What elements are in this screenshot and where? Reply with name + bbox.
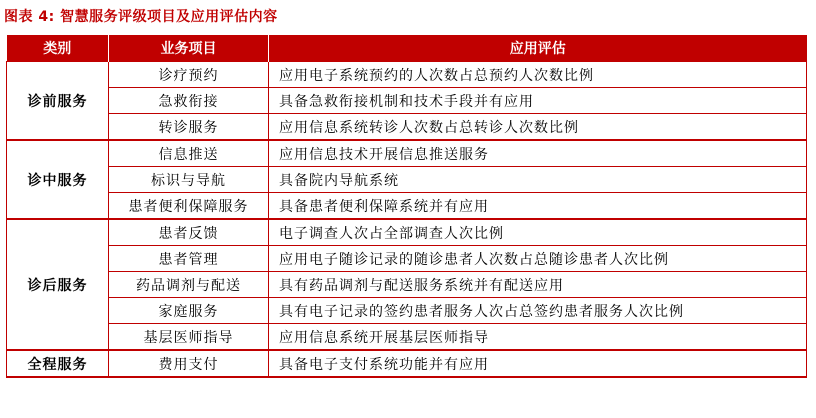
evaluation-cell: 具有药品调剂与配送服务系统并有配送应用 (269, 272, 807, 298)
item-cell: 患者管理 (109, 246, 269, 272)
table-row (7, 62, 807, 88)
service-rating-table (6, 35, 807, 378)
item-cell: 转诊服务 (109, 114, 269, 141)
table-row (7, 324, 807, 351)
item-cell: 信息推送 (109, 140, 269, 167)
category-cell: 诊前服务 (7, 62, 109, 141)
table-row (7, 114, 807, 141)
evaluation-cell: 电子调查人次占全部调查人次比例 (269, 219, 807, 246)
header-item: 业务项目 (109, 35, 269, 62)
table-row (7, 246, 807, 272)
evaluation-cell: 应用信息系统转诊人次数占总转诊人次数比例 (269, 114, 807, 141)
category-cell: 全程服务 (7, 350, 109, 377)
table-row (7, 350, 807, 377)
item-cell: 患者反馈 (109, 219, 269, 246)
evaluation-cell: 应用电子随诊记录的随诊患者人次数占总随诊患者人次比例 (269, 246, 807, 272)
item-cell: 标识与导航 (109, 167, 269, 193)
table-row (7, 298, 807, 324)
item-cell: 药品调剂与配送 (109, 272, 269, 298)
item-cell: 家庭服务 (109, 298, 269, 324)
item-cell: 基层医师指导 (109, 324, 269, 351)
header-category: 类别 (7, 35, 109, 62)
evaluation-cell: 应用信息系统开展基层医师指导 (269, 324, 807, 351)
header-row (7, 35, 807, 62)
evaluation-cell: 应用信息技术开展信息推送服务 (269, 140, 807, 167)
item-cell: 诊疗预约 (109, 62, 269, 88)
evaluation-cell: 应用电子系统预约的人次数占总预约人次数比例 (269, 62, 807, 88)
item-cell: 患者便利保障服务 (109, 193, 269, 220)
category-cell: 诊后服务 (7, 219, 109, 350)
table-row (7, 272, 807, 298)
table-row (7, 140, 807, 167)
table-row (7, 219, 807, 246)
evaluation-cell: 具备患者便利保障系统并有应用 (269, 193, 807, 220)
item-cell: 费用支付 (109, 350, 269, 377)
evaluation-cell: 具备急救衔接机制和技术手段并有应用 (269, 88, 807, 114)
table-row (7, 193, 807, 220)
table-row (7, 88, 807, 114)
table-row (7, 167, 807, 193)
header-evaluation: 应用评估 (269, 35, 807, 62)
category-cell: 诊中服务 (7, 140, 109, 219)
item-cell: 急救衔接 (109, 88, 269, 114)
evaluation-cell: 具备电子支付系统功能并有应用 (269, 350, 807, 377)
figure-caption: 图表 4: 智慧服务评级项目及应用评估内容 (4, 9, 278, 25)
evaluation-cell: 具备院内导航系统 (269, 167, 807, 193)
evaluation-cell: 具有电子记录的签约患者服务人次占总签约患者服务人次比例 (269, 298, 807, 324)
